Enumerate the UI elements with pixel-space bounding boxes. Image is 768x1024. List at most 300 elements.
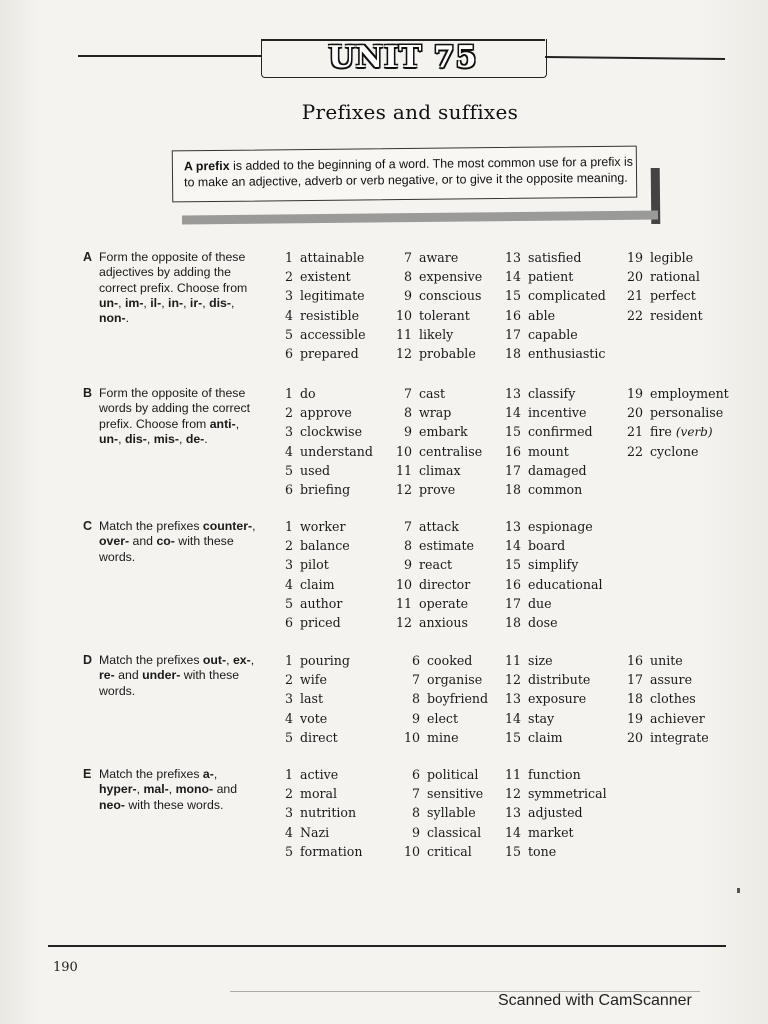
item-word: attainable (300, 250, 365, 265)
item-word: common (528, 481, 583, 497)
item-number: 3 (284, 288, 293, 304)
prefix-term: mono- (175, 782, 214, 797)
item-number: 20 (626, 405, 643, 421)
item-number: 21 (626, 424, 643, 440)
item-word: function (528, 767, 581, 782)
word-item (396, 653, 488, 672)
item-word: tolerant (419, 307, 470, 323)
prefix-note-term: A prefix (183, 158, 230, 174)
prefix-term: ex- (232, 653, 251, 667)
item-number: 16 (504, 307, 521, 323)
item-number: 12 (504, 786, 521, 802)
item-word: incentive (528, 405, 587, 421)
instruction-text: . (204, 431, 208, 446)
item-number: 11 (504, 767, 521, 782)
scanner-watermark: Scanned with CamScanner (498, 992, 692, 1009)
item-number: 17 (626, 672, 643, 688)
word-item (501, 386, 593, 405)
item-number: 19 (626, 386, 643, 401)
prefix-term: over- (99, 534, 130, 549)
instruction-text: and (114, 668, 143, 683)
item-number: 5 (284, 462, 293, 478)
item-number: 6 (411, 767, 420, 782)
item-word: assure (650, 672, 693, 688)
item-word: used (300, 462, 331, 478)
exercise-instruction (99, 767, 259, 813)
prefix-term: de- (185, 431, 205, 446)
item-word: employment (650, 386, 729, 401)
item-number: 15 (504, 729, 521, 745)
item-word: clockwise (300, 424, 363, 440)
word-item (388, 463, 482, 482)
word-item (501, 327, 606, 346)
item-number: 6 (284, 614, 293, 630)
word-item (277, 767, 363, 786)
item-number: 6 (411, 653, 420, 668)
instruction-text: , (118, 295, 125, 310)
item-word: boyfriend (427, 691, 489, 707)
instruction-text: Form the opposite of these adjectives by adding the correct prefix. Choose from (99, 250, 248, 295)
item-word: existent (300, 269, 351, 285)
instruction-text: . (125, 311, 130, 326)
item-word: enthusiastic (528, 345, 606, 361)
item-word: pilot (300, 557, 329, 573)
item-word: exposure (528, 691, 587, 707)
item-word: prepared (300, 345, 359, 361)
instruction-text: with these words. (99, 668, 240, 698)
item-word: active (300, 767, 339, 782)
word-item (501, 463, 593, 482)
word-item (388, 288, 482, 307)
item-number: 13 (504, 805, 521, 821)
item-word: syllable (427, 805, 476, 821)
item-word: organise (427, 672, 483, 688)
item-word: unite (650, 653, 683, 668)
word-column (277, 519, 350, 634)
item-word: operate (419, 595, 469, 611)
exercise-instruction (99, 653, 259, 699)
word-item (501, 346, 606, 365)
item-number: 11 (395, 595, 412, 611)
word-item (277, 346, 366, 365)
word-item (501, 538, 603, 557)
item-word: director (419, 576, 471, 592)
item-word: size (528, 653, 553, 668)
item-word: able (528, 307, 556, 323)
exercise-instruction (99, 250, 259, 326)
item-number: 8 (403, 405, 412, 421)
word-item (501, 577, 603, 596)
item-number: 20 (626, 269, 643, 285)
word-item (396, 730, 488, 749)
item-word: espionage (528, 519, 593, 534)
word-column (388, 250, 482, 365)
word-item (277, 327, 366, 346)
item-number: 16 (504, 443, 521, 459)
item-word: conscious (419, 288, 482, 304)
item-number: 6 (284, 345, 293, 361)
prefix-term: hyper- (99, 782, 137, 797)
item-number: 11 (504, 653, 521, 668)
instruction-text: , (136, 782, 144, 797)
word-column (277, 386, 373, 501)
word-item (277, 250, 366, 269)
word-item (277, 288, 366, 307)
word-item (277, 615, 350, 634)
word-item (501, 288, 606, 307)
item-number: 7 (403, 250, 412, 265)
item-word: nutrition (300, 805, 357, 821)
word-item (277, 691, 350, 710)
instruction-text: Match the prefixes (99, 519, 203, 533)
item-word: complicated (528, 288, 606, 304)
prefix-note (184, 154, 634, 191)
word-item (501, 672, 590, 691)
word-item (388, 577, 474, 596)
prefix-term: co- (156, 534, 175, 549)
item-number: 5 (284, 595, 293, 611)
item-number: 14 (504, 710, 521, 726)
item-word: political (427, 767, 479, 782)
item-number: 12 (504, 672, 521, 688)
instruction-text: , (146, 431, 154, 446)
item-word: Nazi (300, 824, 330, 840)
instruction-text: , (118, 431, 125, 446)
instruction-text: Form the opposite of these words by adding the correct prefix. Choose from (99, 386, 251, 431)
item-word: educational (528, 576, 603, 592)
item-number: 16 (504, 576, 521, 592)
word-item (501, 844, 607, 863)
prefix-term: un- (99, 431, 119, 446)
item-number: 4 (284, 824, 293, 840)
item-number: 19 (626, 710, 643, 726)
item-word: briefing (300, 481, 351, 497)
instruction-text: , (168, 782, 176, 797)
word-item (277, 577, 350, 596)
word-item (388, 538, 474, 557)
word-item (388, 596, 474, 615)
word-item (277, 308, 366, 327)
prefix-term: non- (99, 311, 126, 326)
instruction-text: , (226, 653, 233, 667)
word-item (388, 327, 482, 346)
word-column (277, 653, 350, 749)
word-item (388, 424, 482, 443)
item-number: 22 (626, 443, 643, 459)
item-number: 2 (284, 786, 293, 802)
item-word: anxious (419, 614, 468, 630)
word-item (396, 825, 483, 844)
instruction-text: , (202, 295, 210, 310)
exercise-letter: E (83, 767, 92, 781)
item-number: 4 (284, 710, 293, 726)
instruction-text: , (183, 295, 190, 310)
item-word: board (528, 538, 566, 554)
item-number: 2 (284, 672, 293, 688)
item-number: 9 (411, 710, 420, 726)
word-item (388, 386, 482, 405)
item-word: approve (300, 405, 352, 421)
item-number: 10 (403, 729, 420, 745)
item-number: 12 (395, 345, 412, 361)
item-number: 7 (403, 519, 412, 534)
word-item (501, 519, 603, 538)
exercise-letter: D (83, 653, 93, 667)
word-item (277, 844, 363, 863)
scan-mark (737, 888, 740, 893)
item-number: 7 (411, 672, 420, 688)
item-word: formation (300, 843, 363, 859)
prefix-note-text: is added to the beginning of a word. The most common use for a prefix is to make an adjective, adverb or verb negative, or to give it the opposite meaning. (184, 154, 634, 190)
word-column (501, 386, 593, 501)
item-number: 9 (403, 424, 412, 440)
item-number: 10 (403, 843, 420, 859)
exercise-instruction (99, 386, 259, 447)
word-column (277, 767, 363, 863)
item-number: 5 (284, 729, 293, 745)
item-number: 12 (395, 481, 412, 497)
item-number: 14 (504, 269, 521, 285)
prefix-term: dis- (209, 295, 231, 310)
item-word: adjusted (528, 805, 583, 821)
item-number: 20 (626, 729, 643, 745)
word-item (501, 767, 607, 786)
item-number: 3 (284, 805, 293, 821)
item-number: 2 (284, 269, 293, 285)
item-number: 13 (504, 250, 521, 265)
item-word: legible (650, 250, 694, 265)
word-item (501, 730, 590, 749)
item-word: understand (300, 443, 373, 459)
word-item (623, 308, 703, 327)
instruction-text: and (129, 534, 157, 549)
word-column (623, 250, 703, 327)
word-column (396, 653, 488, 749)
word-item (277, 730, 350, 749)
word-item (396, 786, 483, 805)
word-item (277, 825, 363, 844)
prefix-term: im- (124, 295, 144, 310)
prefix-term: counter- (202, 519, 253, 533)
item-number: 4 (284, 443, 293, 459)
item-word: prove (419, 481, 456, 497)
word-item (388, 346, 482, 365)
item-word: aware (419, 250, 459, 265)
word-item (277, 786, 363, 805)
word-item (388, 308, 482, 327)
prefix-term: out- (202, 653, 227, 667)
item-word: elect (427, 710, 459, 726)
word-column (277, 250, 366, 365)
word-item (277, 672, 350, 691)
item-word: cooked (427, 653, 473, 668)
word-column (623, 386, 729, 463)
word-item (501, 805, 607, 824)
instruction-text: with these words. (99, 534, 234, 564)
prefix-term: a- (202, 767, 214, 781)
item-word: dose (528, 614, 558, 630)
exercise-instruction (99, 519, 259, 565)
item-number: 18 (504, 481, 521, 497)
item-note: (verb) (675, 425, 713, 440)
item-word: wife (300, 672, 327, 688)
instruction-text: , (161, 295, 169, 310)
item-word: rational (650, 269, 700, 285)
instruction-text: , (230, 295, 235, 310)
item-number: 14 (504, 405, 521, 421)
item-number: 19 (626, 250, 643, 265)
item-word: market (528, 824, 574, 840)
word-item (277, 269, 366, 288)
item-number: 21 (626, 288, 643, 304)
item-number: 2 (284, 405, 293, 421)
prefix-term: dis- (124, 431, 147, 446)
item-word: personalise (650, 405, 724, 421)
item-number: 1 (284, 250, 293, 265)
word-item (277, 711, 350, 730)
item-word: tone (528, 843, 557, 859)
item-word: mine (427, 729, 459, 745)
word-item (623, 424, 729, 443)
word-item (623, 691, 709, 710)
word-item (623, 288, 703, 307)
word-item (396, 844, 483, 863)
item-number: 17 (504, 595, 521, 611)
item-number: 3 (284, 557, 293, 573)
word-item (277, 557, 350, 576)
item-number: 15 (504, 843, 521, 859)
item-number: 6 (284, 481, 293, 497)
item-word: fire (650, 424, 672, 440)
item-number: 18 (504, 614, 521, 630)
item-word: distribute (528, 672, 591, 688)
item-word: direct (300, 729, 338, 745)
word-item (396, 805, 483, 824)
word-item (277, 463, 373, 482)
item-number: 1 (284, 386, 293, 401)
word-item (388, 405, 482, 424)
prefix-term: in- (168, 295, 184, 310)
instruction-text: , (213, 767, 218, 781)
word-item (501, 653, 590, 672)
word-item (623, 250, 703, 269)
item-word: simplify (528, 557, 579, 573)
word-item (501, 308, 606, 327)
item-number: 1 (284, 767, 293, 782)
item-word: expensive (419, 269, 483, 285)
item-number: 16 (626, 653, 643, 668)
prefix-term: re- (99, 668, 115, 683)
item-number: 11 (395, 462, 412, 478)
item-word: perfect (650, 288, 696, 304)
item-number: 8 (403, 538, 412, 554)
item-word: worker (300, 519, 346, 534)
word-item (501, 596, 603, 615)
item-number: 8 (403, 269, 412, 285)
word-item (623, 269, 703, 288)
instruction-text: with these words. (124, 797, 224, 812)
item-number: 2 (284, 538, 293, 554)
item-word: classify (528, 386, 576, 401)
item-number: 18 (504, 345, 521, 361)
word-column (396, 767, 483, 863)
word-column (501, 767, 607, 863)
item-word: sensitive (427, 786, 484, 802)
word-item (501, 405, 593, 424)
word-item (277, 805, 363, 824)
item-number: 13 (504, 386, 521, 401)
word-item (501, 269, 606, 288)
word-item (501, 424, 593, 443)
word-column (388, 386, 482, 501)
word-item (396, 691, 488, 710)
exercise-letter: B (83, 386, 93, 400)
footer-rule (48, 945, 726, 947)
item-word: likely (419, 326, 454, 342)
item-number: 10 (395, 307, 412, 323)
item-word: author (300, 595, 343, 611)
word-item (396, 672, 488, 691)
item-word: embark (419, 424, 468, 440)
item-word: critical (427, 843, 472, 859)
unit-label: UNIT 75 (328, 40, 478, 75)
item-number: 15 (504, 288, 521, 304)
page-number: 190 (53, 960, 78, 975)
word-item (501, 825, 607, 844)
word-item (388, 250, 482, 269)
word-item (277, 424, 373, 443)
item-word: clothes (650, 691, 696, 707)
word-item (388, 482, 482, 501)
item-number: 9 (403, 557, 412, 573)
item-number: 22 (626, 307, 643, 323)
item-number: 3 (284, 691, 293, 707)
item-number: 3 (284, 424, 293, 440)
word-item (501, 444, 593, 463)
item-number: 7 (403, 386, 412, 401)
prefix-term: mal- (143, 782, 169, 797)
item-number: 4 (284, 576, 293, 592)
item-number: 12 (395, 614, 412, 630)
item-number: 17 (504, 462, 521, 478)
word-item (396, 711, 488, 730)
prefix-term: under- (142, 668, 181, 683)
word-column (388, 519, 474, 634)
item-number: 8 (411, 691, 420, 707)
word-column (501, 519, 603, 634)
word-item (388, 557, 474, 576)
word-item (388, 444, 482, 463)
item-number: 14 (504, 824, 521, 840)
instruction-text: Match the prefixes (99, 653, 203, 667)
prefix-term: un- (99, 295, 119, 310)
item-word: patient (528, 269, 574, 285)
word-item (396, 767, 483, 786)
item-word: confirmed (528, 424, 593, 440)
item-number: 7 (411, 786, 420, 802)
item-word: priced (300, 614, 341, 630)
item-number: 1 (284, 653, 293, 668)
item-word: balance (300, 538, 350, 554)
word-item (277, 653, 350, 672)
word-item (501, 557, 603, 576)
item-word: resident (650, 307, 703, 323)
word-item (388, 519, 474, 538)
item-word: cast (419, 386, 446, 401)
word-item (277, 596, 350, 615)
exercise-letter: A (83, 250, 93, 264)
item-number: 17 (504, 326, 521, 342)
